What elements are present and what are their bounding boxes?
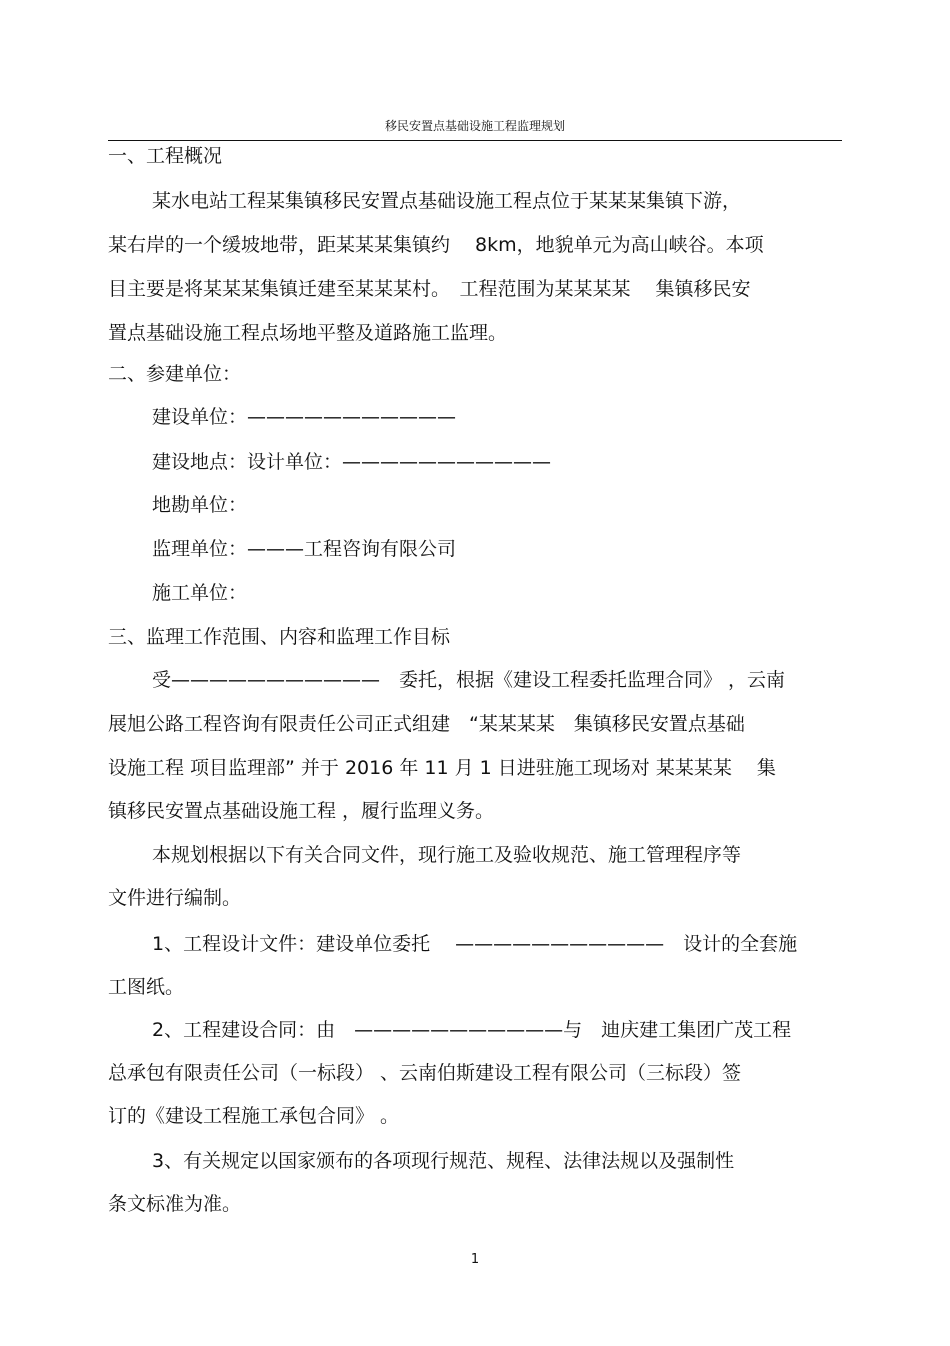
body-line: 受——————————— 委托，根据《建设工程委托监理合同》 ，云南 xyxy=(152,669,786,691)
list-item-3-cont: 条文标准为准。 xyxy=(108,1193,242,1215)
body-line: 某水电站工程某集镇移民安置点基础设施工程点位于某某某集镇下游， xyxy=(152,190,742,212)
body-line: 本规划根据以下有关合同文件，现行施工及验收规范、施工管理程序等 xyxy=(152,844,742,866)
section-heading-participants: 二、参建单位： xyxy=(108,363,242,385)
list-item-1: 1、工程设计文件：建设单位委托 ——————————— 设计的全套施 xyxy=(152,933,798,955)
list-item-2-cont: 订的《建设工程施工承包合同》 。 xyxy=(108,1105,400,1127)
body-line: 目主要是将某某某集镇迁建至某某某村。 工程范围为某某某某 集镇移民安 xyxy=(108,278,751,300)
running-header: 移民安置点基础设施工程监理规划 xyxy=(384,119,565,133)
list-item-3: 3、有关规定以国家颁布的各项现行规范、规程、法律法规以及强制性 xyxy=(152,1150,735,1172)
list-item-1-cont: 工图纸。 xyxy=(108,976,185,998)
list-item-2: 2、工程建设合同：由 ———————————与 迪庆建工集团广茂工程 xyxy=(152,1019,792,1041)
section-heading-overview: 一、工程概况 xyxy=(108,145,223,167)
body-line: 文件进行编制。 xyxy=(108,887,242,909)
body-line: 某右岸的一个缓坡地带，距某某某集镇约 8km，地貌单元为高山峡谷。本项 xyxy=(108,234,764,256)
body-line: 设施工程 项目监理部” 并于 2016 年 11 月 1 日进驻施工现场对 某某某某 集 xyxy=(108,757,776,779)
section-heading-scope: 三、监理工作范围、内容和监理工作目标 xyxy=(108,626,451,648)
body-line: 置点基础设施工程点场地平整及道路施工监理。 xyxy=(108,322,508,344)
participant-line: 建设单位：——————————— xyxy=(152,406,457,428)
participant-line: 监理单位：———工程咨询有限公司 xyxy=(152,538,457,560)
body-line: 镇移民安置点基础设施工程 ，履行监理义务。 xyxy=(108,800,495,822)
list-item-2-cont: 总承包有限责任公司（一标段） 、云南伯斯建设工程有限公司（三标段）签 xyxy=(108,1062,742,1084)
participant-line: 施工单位： xyxy=(152,582,248,604)
participant-line: 地勘单位： xyxy=(152,494,248,516)
page-number: 1 xyxy=(470,1252,480,1267)
header-rule xyxy=(108,140,842,141)
participant-line: 建设地点：设计单位：——————————— xyxy=(152,451,552,473)
body-line: 展旭公路工程咨询有限责任公司正式组建 “某某某某 集镇移民安置点基础 xyxy=(108,713,745,735)
